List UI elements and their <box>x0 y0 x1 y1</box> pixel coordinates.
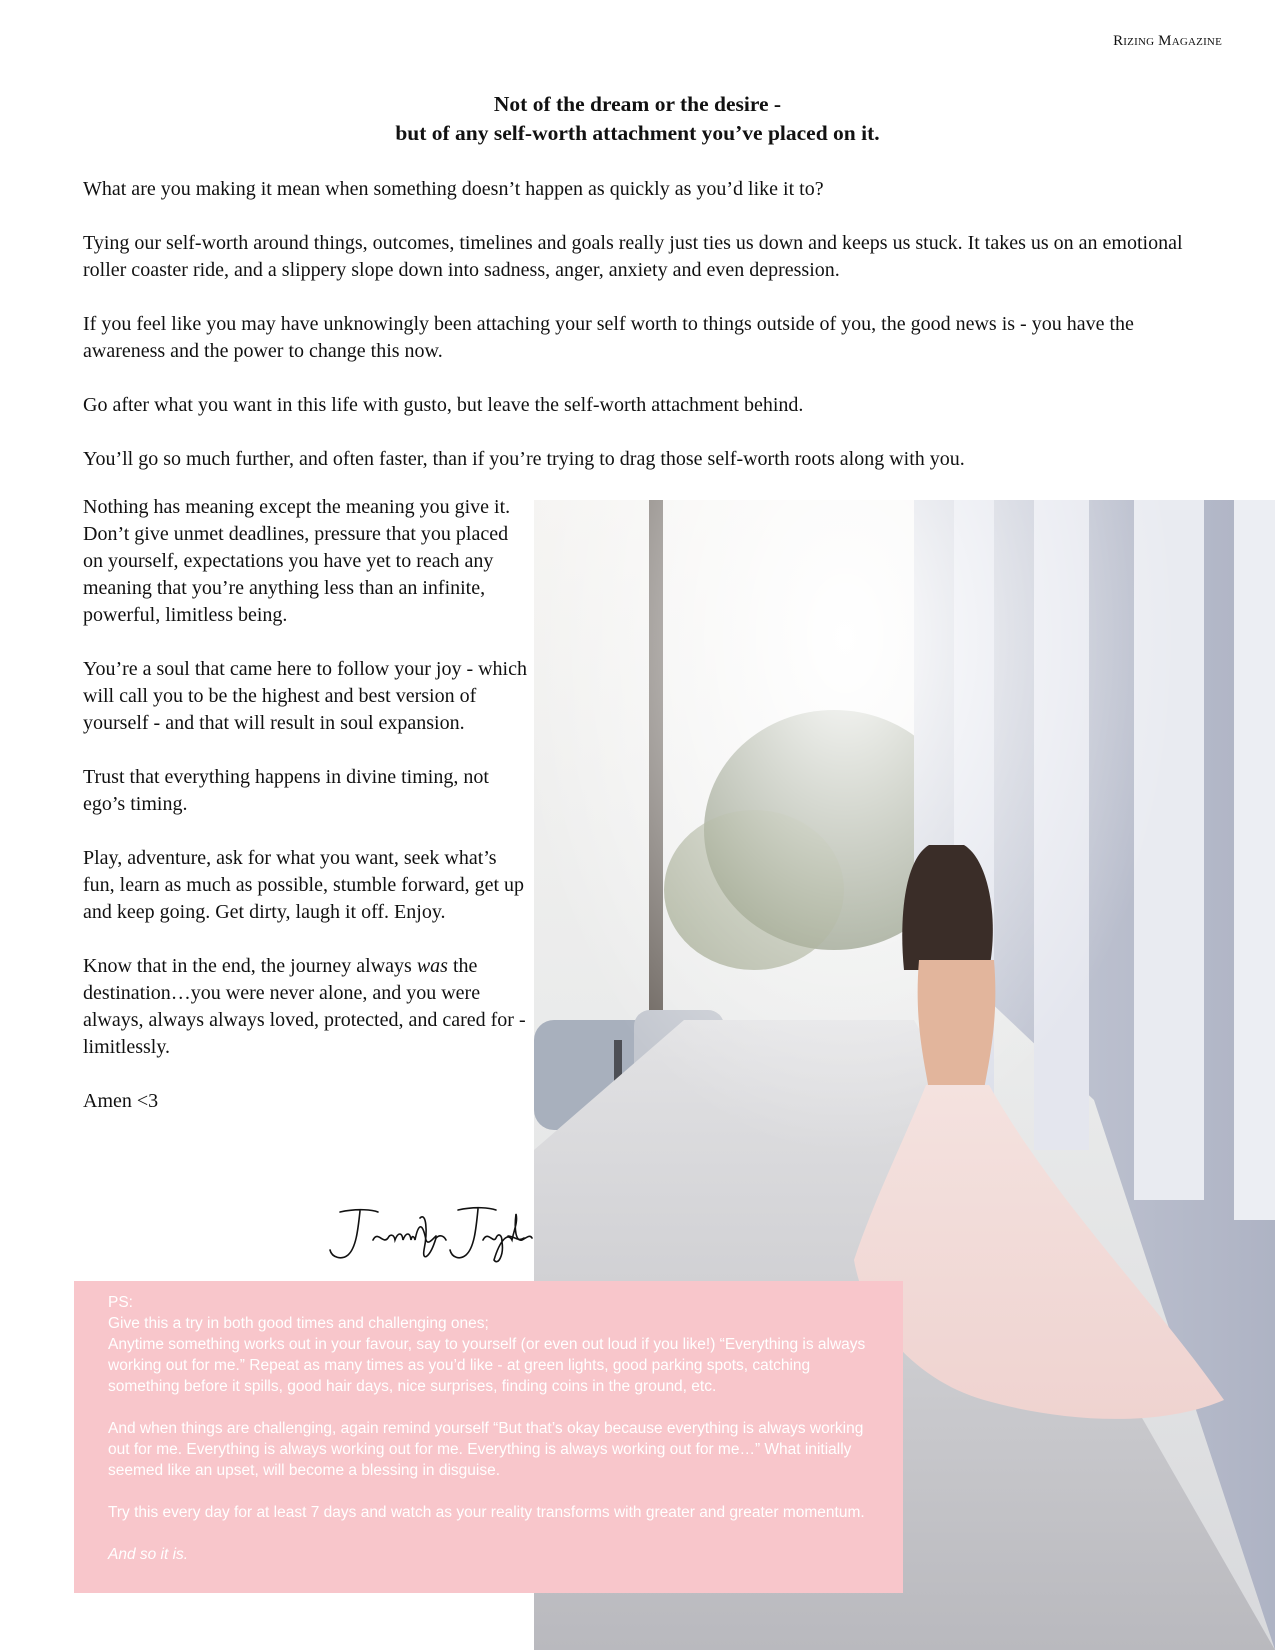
column-paragraph: Nothing has meaning except the meaning you give it. Don’t give unmet deadlines, pressure that you placed on yourself, expectations you have yet to reach any meaning that you’re anything less than an infinite, powerful, limitless being. <box>83 496 511 626</box>
ps-callout-text <box>108 1292 878 1586</box>
author-signature <box>318 1200 538 1270</box>
column-paragraph: Play, adventure, ask for what you want, seek what’s fun, learn as much as possible, stumble forward, get up and keep going. Get dirty, laugh it off. Enjoy. <box>83 847 525 923</box>
ps-closing: And so it is. <box>108 1546 189 1563</box>
ps-label: PS: <box>108 1294 133 1311</box>
headline-line-1: Not of the dream or the desire - <box>493 92 782 116</box>
column-paragraph: You’re a soul that came here to follow your joy - which will call you to be the highest and best version of yourself - and that will result in soul expansion. <box>83 658 527 734</box>
magazine-masthead: Rizing Magazine <box>1113 33 1222 49</box>
headline-line-2: but of any self-worth attachment you’ve placed on it. <box>395 121 880 145</box>
ps-paragraph: Anytime something works out in your favour, say to yourself (or even out loud if you like!) “Everything is always working out for me.” Repeat as many times as you’d like - at green lights, good parking spots, catching something before it spills, good hair days, nice surprises, finding coins in the ground, etc. <box>108 1336 866 1395</box>
intro-text <box>83 176 1203 500</box>
paragraph-text: the destination…you were never alone, and you were always, always always loved, protected, and cared for - limitlessly. <box>83 955 526 1058</box>
column-paragraph: Trust that everything happens in divine timing, not ego’s timing. <box>83 766 489 815</box>
column-paragraph <box>83 953 528 1061</box>
ps-paragraph: And when things are challenging, again remind yourself “But that’s okay because everything is always working out for me. Everything is always working out for me. Everything is always working out for me…” What initially seemed like an upset, will become a blessing in disguise. <box>108 1420 864 1479</box>
ps-line: Give this a try in both good times and challenging ones; <box>108 1315 489 1332</box>
article-column <box>83 494 528 1142</box>
paragraph-text: Know that in the end, the journey always <box>83 955 417 977</box>
intro-paragraph: Tying our self-worth around things, outcomes, timelines and goals really just ties us down and keeps us stuck. It takes us on an emotional roller coaster ride, and a slippery slope down into sadness, anger, anxiety and even depression. <box>83 232 1183 281</box>
emphasis-text: was <box>416 955 448 977</box>
ps-intro <box>108 1292 878 1397</box>
intro-paragraph: What are you making it mean when something doesn’t happen as quickly as you’d like it to? <box>83 178 824 200</box>
intro-paragraph: Go after what you want in this life with gusto, but leave the self-worth attachment behind. <box>83 394 804 416</box>
closing-line: Amen <3 <box>83 1090 159 1112</box>
article-headline <box>0 90 1275 148</box>
intro-paragraph: You’ll go so much further, and often faster, than if you’re trying to drag those self-worth roots along with you. <box>83 448 965 470</box>
intro-paragraph: If you feel like you may have unknowingly been attaching your self worth to things outside of you, the good news is - you have the awareness and the power to change this now. <box>83 313 1134 362</box>
ps-paragraph: Try this every day for at least 7 days and watch as your reality transforms with greater and greater momentum. <box>108 1504 865 1521</box>
